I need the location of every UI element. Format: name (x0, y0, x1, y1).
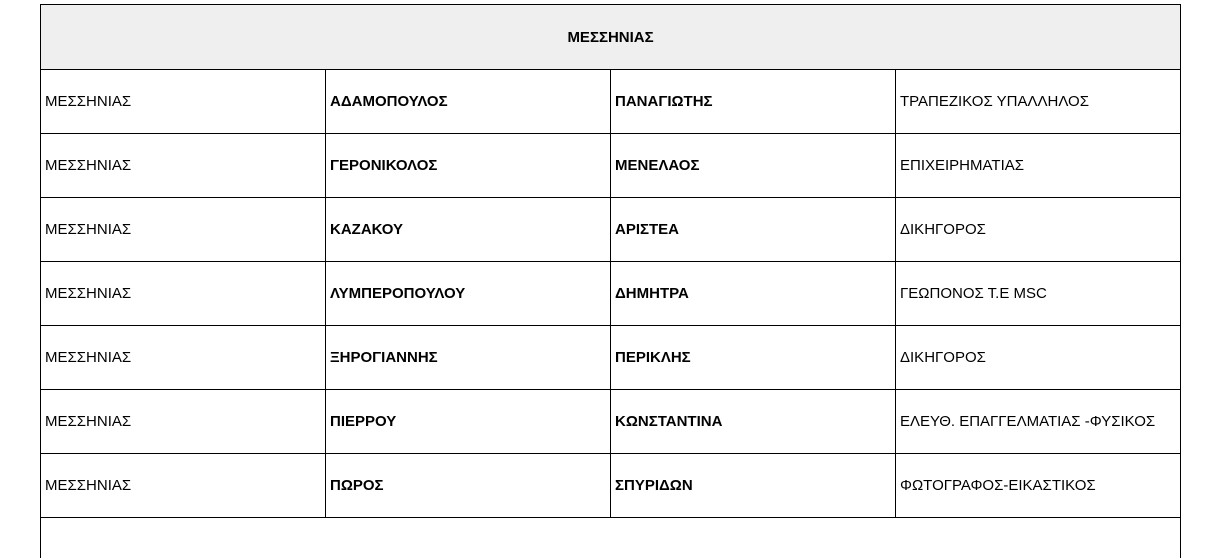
surname-cell: ΛΥΜΠΕΡΟΠΟΥΛΟΥ (326, 262, 611, 326)
profession-cell: ΕΛΕΥΘ. ΕΠΑΓΓΕΛΜΑΤΙΑΣ -ΦΥΣΙΚΟΣ (896, 390, 1181, 454)
first-name-cell: ΑΡΙΣΤΕΑ (611, 198, 896, 262)
surname-cell: ΑΔΑΜΟΠΟΥΛΟΣ (326, 70, 611, 134)
profession-cell: ΔΙΚΗΓΟΡΟΣ (896, 198, 1181, 262)
profession-cell: ΦΩΤΟΓΡΑΦΟΣ-ΕΙΚΑΣΤΙΚΟΣ (896, 454, 1181, 518)
region-cell: ΜΕΣΣΗΝΙΑΣ (41, 262, 326, 326)
profession-cell: ΓΕΩΠΟΝΟΣ Τ.Ε MSC (896, 262, 1181, 326)
first-name-cell: ΠΕΡΙΚΛΗΣ (611, 326, 896, 390)
first-name-cell: ΔΗΜΗΤΡΑ (611, 262, 896, 326)
table-row (41, 326, 1181, 390)
first-name-cell: ΠΑΝΑΓΙΩΤΗΣ (611, 70, 896, 134)
region-cell: ΜΕΣΣΗΝΙΑΣ (41, 198, 326, 262)
table-row (41, 390, 1181, 454)
first-name-cell: ΜΕΝΕΛΑΟΣ (611, 134, 896, 198)
table-row (41, 70, 1181, 134)
profession-cell: ΕΠΙΧΕΙΡΗΜΑΤΙΑΣ (896, 134, 1181, 198)
table-header-row (41, 5, 1181, 70)
profession-cell: ΔΙΚΗΓΟΡΟΣ (896, 326, 1181, 390)
candidate-table (40, 4, 1181, 558)
table-body (41, 5, 1181, 558)
table-row (41, 134, 1181, 198)
surname-cell: ΚΑΖΑΚΟΥ (326, 198, 611, 262)
profession-cell: ΤΡΑΠΕΖΙΚΟΣ ΥΠΑΛΛΗΛΟΣ (896, 70, 1181, 134)
surname-cell: ΞΗΡΟΓΙΑΝΝΗΣ (326, 326, 611, 390)
table-header-cell: ΜΕΣΣΗΝΙΑΣ (41, 5, 1181, 70)
candidate-table-sheet (40, 4, 1180, 558)
table-row (41, 262, 1181, 326)
region-cell: ΜΕΣΣΗΝΙΑΣ (41, 70, 326, 134)
table-trailing-cell (41, 518, 1181, 558)
surname-cell: ΠΩΡΟΣ (326, 454, 611, 518)
surname-cell: ΠΙΕΡΡΟΥ (326, 390, 611, 454)
first-name-cell: ΣΠΥΡΙΔΩΝ (611, 454, 896, 518)
region-cell: ΜΕΣΣΗΝΙΑΣ (41, 390, 326, 454)
table-row (41, 454, 1181, 518)
region-cell: ΜΕΣΣΗΝΙΑΣ (41, 454, 326, 518)
first-name-cell: ΚΩΝΣΤΑΝΤΙΝΑ (611, 390, 896, 454)
region-cell: ΜΕΣΣΗΝΙΑΣ (41, 134, 326, 198)
surname-cell: ΓΕΡΟΝΙΚΟΛΟΣ (326, 134, 611, 198)
table-trailing-row (41, 518, 1181, 558)
region-cell: ΜΕΣΣΗΝΙΑΣ (41, 326, 326, 390)
table-row (41, 198, 1181, 262)
